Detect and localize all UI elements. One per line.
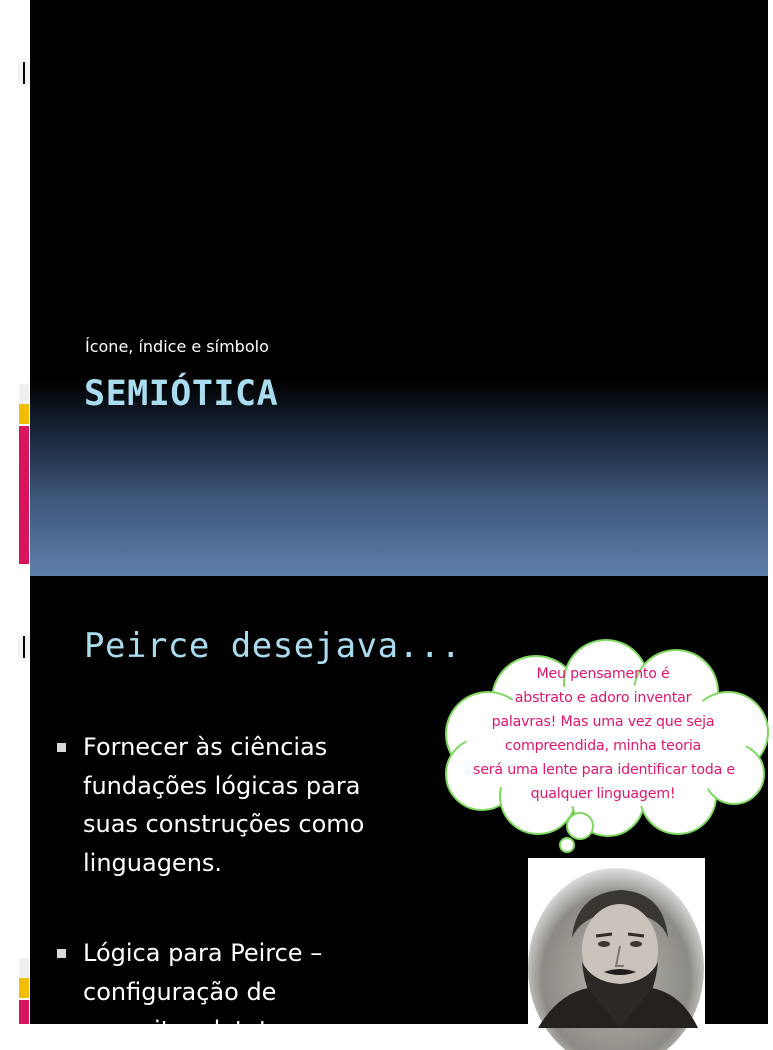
bubble-line: compreendida, minha teoria xyxy=(504,738,702,754)
slide1-marker xyxy=(18,62,30,84)
slide2-marker xyxy=(18,636,30,658)
accent-bar-light xyxy=(19,958,29,978)
title-slide xyxy=(30,0,768,576)
bullet-item xyxy=(57,934,397,1050)
accent-bar-pink xyxy=(19,426,29,564)
bubble-line: Meu pensamento é xyxy=(536,666,670,682)
slide-subtitle: Ícone, índice e símbolo xyxy=(85,337,269,356)
thought-bubble xyxy=(428,636,773,836)
bullet-square-icon xyxy=(57,949,66,958)
accent-bar-light xyxy=(19,384,29,404)
bubble-line: será uma lente para identificar toda e xyxy=(473,762,735,778)
portrait-photo-icon xyxy=(528,858,705,1028)
bullet-square-icon xyxy=(57,743,66,752)
bullet-text: Fornecer às ciências fundações lógicas para suas construções como linguagens. xyxy=(83,733,365,877)
bullet-text: Lógica para Peirce – configuração de conceitos dotatos xyxy=(83,939,323,1044)
slide-heading: Peirce desejava... xyxy=(84,626,462,666)
bubble-line: palavras! Mas uma vez que seja xyxy=(491,714,715,730)
slide-title: SEMIÓTICA xyxy=(84,374,279,414)
peirce-portrait-image xyxy=(528,858,705,1028)
accent-bar-gold xyxy=(19,978,29,998)
bubble-line: qualquer linguagem! xyxy=(530,786,676,802)
accent-bar-gold xyxy=(19,404,29,424)
bubble-line: abstrato e adoro inventar xyxy=(514,690,692,706)
content-slide xyxy=(30,576,768,1044)
thought-bubble-text xyxy=(448,662,758,806)
accent-bar-pink xyxy=(19,1000,29,1024)
bullet-item xyxy=(57,728,397,882)
